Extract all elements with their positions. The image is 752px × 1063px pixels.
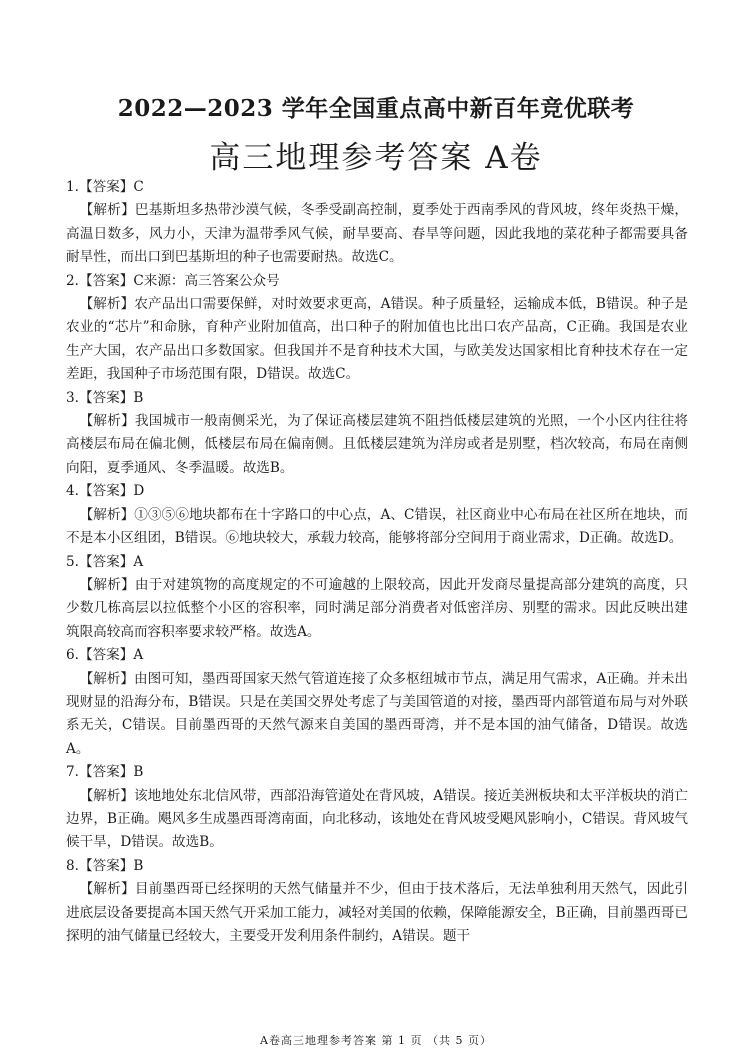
explanation-text: 【解析】由于对建筑物的高度规定的不可逾越的上限较高，因此开发商尽量提高部分建筑的高度，只少数几栋高层以拉低整个小区的容积率，同时满足部分消费者对低密洋房、别墅的需求。因此反映出建筑限高较高而容积率要求较严格。故选A。 (66, 576, 688, 640)
explanation-text: 【解析】①③⑤⑥地块都布在十字路口的中心点，A、C错误，社区商业中心布局在社区所在地块，而不是本小区组团，B错误。⑥地块较大，承载力较高，能够将部分空间用于商业需求，D正确。故选D。 (66, 506, 688, 547)
answer-line: 4.【答案】D (66, 483, 145, 500)
explanation-text: 【解析】农产品出口需要保鲜，对时效要求更高，A错误。种子质量轻，运输成本低，B错误。种子是农业的“芯片”和命脉，育种产业附加值高，出口种子的附加值也比出口农产品高，C正确。我国是农业生产大国，农产品出口多数国家。但我国并不是育种技术大国，与欧美发达国家相比育种技术存在一定差距，我国种子市场范围有限，D错误。故选C。 (66, 296, 688, 383)
answer-line: 5.【答案】A (66, 553, 144, 570)
explanation-text: 【解析】我国城市一般南侧采光，为了保证高楼层建筑不阻挡低楼层建筑的光照，一个小区内往往将高楼层布局在偏北侧，低楼层布局在偏南侧。且低楼层建筑为洋房或者是别墅，档次较高，布局在南侧向阳，夏季通风、冬季温暖。故选B。 (66, 413, 688, 476)
question-item (66, 855, 688, 949)
explanation-text: 【解析】巴基斯坦多热带沙漠气候，冬季受副高控制，夏季处于西南季风的背风坡，终年炎热干燥，高温日数多，风力小，天津为温带季风气候，耐旱要高、春旱等问题，因此我地的菜花种子都需要具备耐旱性，而出口到巴基斯坦的种子也需要耐热。故选C。 (66, 202, 688, 266)
answer-line: 1.【答案】C (66, 179, 144, 195)
question-item (66, 761, 688, 855)
answer-line: 8.【答案】B (66, 857, 144, 874)
explanation-text: 【解析】由图可知，墨西哥国家天然气管道连接了众多枢纽城市节点，满足用气需求，A正确。并未出现财显的沿海分布，B错误。只是在美国交界处考虑了与美国管道的对接，墨西哥内部管道布局与对外联系无关，C错误。目前墨西哥的天然气源来自美国的墨西哥湾，并不是本国的油气储备，D错误。故选A。 (66, 670, 688, 757)
question-item (66, 480, 688, 550)
answer-line: 6.【答案】A (66, 647, 144, 664)
question-item (66, 176, 688, 270)
page-title: 高三地理参考答案 A卷 (209, 140, 543, 176)
question-item (66, 387, 688, 481)
page-footer: A卷高三地理参考答案 第 1 页 （共 5 页） (260, 1034, 492, 1047)
question-item (66, 551, 688, 645)
exam-series-title: 2022—2023 学年全国重点高中新百年竞优联考 (117, 95, 635, 122)
answer-list (66, 176, 688, 948)
question-item (66, 644, 688, 761)
answer-line: 7.【答案】B (66, 764, 144, 781)
explanation-text: 【解析】该地地处东北信风带，西部沿海管道处在背风坡，A错误。接近美洲板块和太平洋板块的消亡边界，B正确。飓风多生成墨西哥湾南面，向北移动，该地处在背风坡受飓风影响小，C错误。背风坡气候干旱，D错误。故选B。 (66, 787, 688, 851)
answer-line: 3.【答案】B (66, 389, 144, 406)
answer-line: 2.【答案】C来源：高三答案公众号 (66, 272, 280, 289)
explanation-text: 【解析】目前墨西哥已经探明的天然气储量并不少，但由于技术落后，无法单独利用天然气，因此引进底层设备要提高本国天然气开采加工能力，减轻对美国的依赖，保障能源安全，B正确，目前墨西哥已探明的油气储量已经较大，主要受开发利用条件制约，A错误。题干 (66, 881, 688, 944)
question-item (66, 270, 688, 387)
